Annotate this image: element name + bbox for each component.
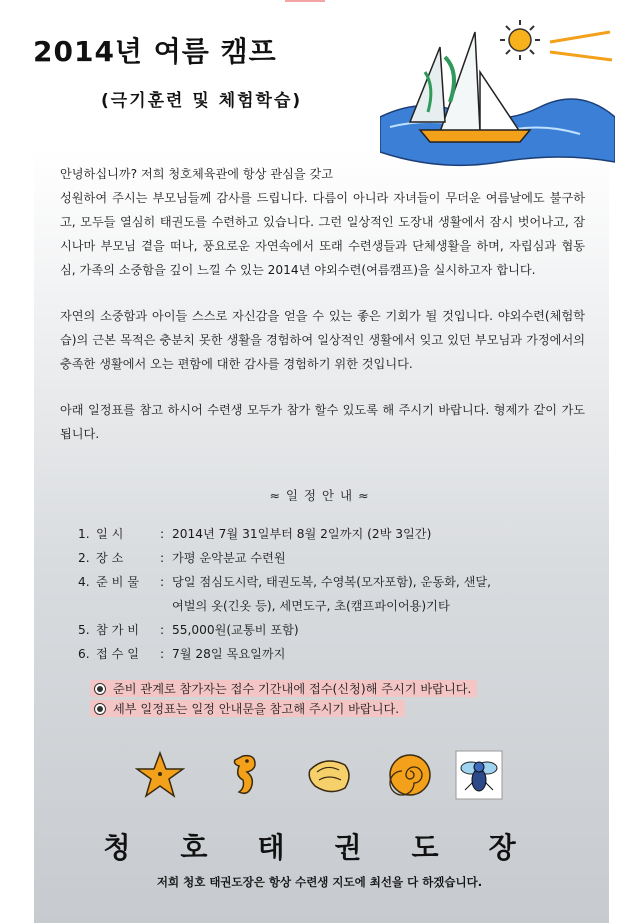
page-subtitle: (극기훈련 및 체험학습) [101,91,303,111]
decoration-row [135,750,515,805]
paragraph-1 [60,162,585,282]
greeting-line: 안녕하십니까? 저희 청호체육관에 항상 관심을 갖고 [60,167,334,181]
starfish-icon [135,750,185,800]
left-margin [0,0,34,923]
schedule-list [78,522,491,666]
schedule-item: 6. 접 수 일 : 7월 28일 목요일까지 [78,642,491,666]
schedule-label: 장 소 [96,551,124,565]
schedule-label: 접 수 일 [96,647,140,661]
letter-body [60,162,585,446]
schedule-value: 55,000원(교통비 포함) [172,623,299,637]
seahorse-icon [225,750,265,800]
paragraph-3: 아래 일정표를 참고 하시어 수련생 모두가 참가 할수 있도록 해 주시기 바랍니다. 형제가 같이 가도 됩니다. [60,403,585,441]
bullet-icon [94,683,106,695]
schedule-item: 2. 장 소 : 가평 운악분교 수련원 [78,546,491,570]
spiral-shell-icon [385,750,435,800]
schedule-value: 당일 점심도시락, 태권도복, 수영복(모자포함), 운동화, 샌달, [172,575,492,589]
note-item: 준비 관계로 참가자는 접수 기간내에 접수(신청)해 주시기 바랍니다. [90,680,477,697]
conch-shell-icon [305,750,355,800]
schedule-value: 2014년 7월 31일부터 8월 2일까지 (2박 3일간) [172,527,432,541]
page-title: 2014년 여름 캠프 [33,35,277,68]
schedule-label: 준 비 물 [96,575,140,589]
schedule-value: 가평 운악분교 수련원 [172,551,286,565]
closing-line: 저희 청호 태권도장은 항상 수련생 지도에 최선을 다 하겠습니다. [156,875,483,889]
top-mark [285,0,325,2]
schedule-heading: ≈ 일 정 안 내 ≈ [269,488,370,503]
schedule-value-continued: 여벌의 옷(긴옷 등), 세면도구, 초(캠프파이어용)기타 [172,599,450,613]
paragraph-1-text: 성원하여 주시는 부모님들께 감사를 드립니다. 다름이 아니라 자녀들이 무더운 여름날에도 불구하고, 모두들 열심히 태권도를 수련하고 있습니다. 그런 일상적인 도장내 생활에서 잠시 벗어나고, 잠시나마 부모님 곁을 떠나, 풍요로운 자연속에서 또래 수련생들과 단체생활을 하며, 자립심과 협동심, 가족의 소중함을 깊이 느낄 수 있는 2014년 야외수련(여름캠프)을 실시하고자 합니다. [60,191,585,277]
sun-icon [500,20,540,60]
schedule-item: 5. 참 가 비 : 55,000원(교통비 포함) [78,618,491,642]
schedule-label: 참 가 비 [96,623,140,637]
bullet-icon [94,703,106,715]
paragraph-2: 자연의 소중함과 아이들 스스로 자신감을 얻을 수 있는 좋은 기회가 될 것입니다. 야외수련(체험학습)의 근본 목적은 충분치 못한 생활을 경험하여 일상적인 생활에서 잊고 있던 부모님과 가정에서의 충족한 생활에서 오는 편함에 대한 감사를 경험하기 위한 것입니다. [60,309,585,371]
notes [90,680,477,720]
schedule-item: 1. 일 시 : 2014년 7월 31일부터 8월 2일까지 (2박 3일간) [78,522,491,546]
schedule-label: 일 시 [96,527,124,541]
note-item: 세부 일정표는 일정 안내문을 참고해 주시기 바랍니다. [90,700,405,717]
fly-icon [455,750,503,800]
schedule-item: 4. 준 비 물 : 당일 점심도시락, 태권도복, 수영복(모자포함), 운동화, 샌달, [78,570,491,594]
schedule-value: 7월 28일 목요일까지 [172,647,286,661]
sailboat-sun-icon [380,12,615,167]
dojo-name: 청호태권도장 [103,831,566,864]
